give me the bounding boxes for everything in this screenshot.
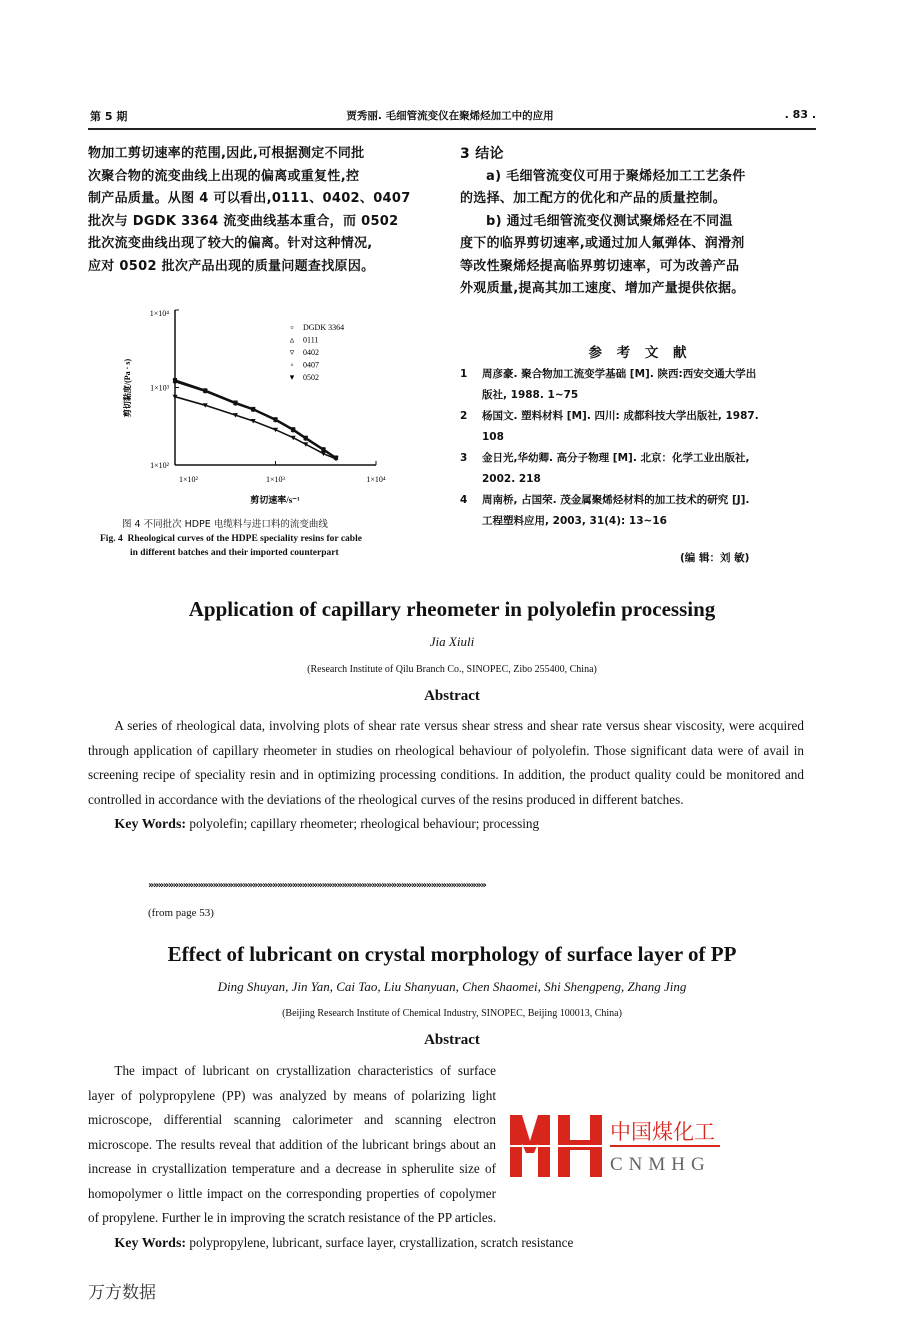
text-line: 外观质量,提高其加工速度、增加产量提供依据。 bbox=[460, 281, 745, 296]
data-point bbox=[274, 418, 278, 422]
data-point bbox=[251, 408, 255, 412]
y-tick-label: 1×10³ bbox=[150, 383, 169, 393]
series-line bbox=[175, 381, 336, 458]
legend-marker-icon: ▵ bbox=[289, 334, 295, 345]
reference-item-cont: 版社, 1988. 1~75 bbox=[482, 389, 579, 401]
abstract-text: The impact of lubricant on crystallization characteristics of surface layer of polypropylene (PP) was analyzed by means of polarizing light microscope, differential scanning calorimeter and scanning electron microscope. The results reveal that addition of the lubricant brings about an increase in crystallization temperature and a decrease in spherulite size of homopolymer o little impact on the corresponding properties of copolymer of propylene. Further le in improving the scratch resistance of the PP articles. bbox=[88, 1063, 497, 1225]
text-line: 批次与 DGDK 3364 流变曲线基本重合，而 0502 bbox=[88, 213, 399, 229]
reference-item-cont: 工程塑料应用, 2003, 31(4): 13~16 bbox=[482, 515, 667, 527]
figure-caption bbox=[100, 518, 450, 560]
x-tick-label: 1×10² bbox=[179, 475, 198, 484]
caption-en-cont: in different batches and their imported counterpart bbox=[130, 548, 339, 558]
legend-entry: 0407 bbox=[303, 360, 319, 370]
reference-item: 1 周彦豪. 聚合物加工流变学基础 [M]. 陕西:西安交通大学出 bbox=[460, 368, 757, 380]
series-0111 bbox=[173, 378, 339, 460]
text-line: 批次流变曲线出现了较大的偏离。针对这种情况, bbox=[88, 236, 373, 251]
text-line: 物加工剪切速率的范围,因此,可根据测定不同批 bbox=[88, 146, 365, 161]
rheology-chart bbox=[100, 300, 440, 515]
abstract-text: A series of rheological data, involving plots of shear rate versus shear stress and shear rate versus shear viscosity, were acquired through application of capillary rheometer in studies on rheological behaviour of polyolefin. Those significant data were of avail in screening recipe of speciality resin and in optimizing processing conditions. In addition, the product quality could be monitored and controlled in accordance with the deviations of the rheological curves of the resins produced in different batches. bbox=[88, 718, 804, 807]
article1-title: Application of capillary rheometer in polyolefin processing bbox=[188, 597, 716, 621]
text-line: 的选择、加工配方的优化和产品的质量控制。 bbox=[460, 191, 727, 206]
chart-curves bbox=[173, 378, 339, 461]
data-point bbox=[203, 389, 207, 393]
legend-marker-icon: ▫ bbox=[290, 322, 294, 332]
data-point bbox=[304, 437, 308, 441]
right-column-text bbox=[460, 143, 815, 301]
references-list bbox=[460, 364, 815, 532]
cnmhg-watermark-logo bbox=[504, 1113, 804, 1185]
reference-item: 4 周南桥, 占国荣. 茂金属聚烯烃材料的加工技术的研究 [J]. bbox=[460, 494, 750, 506]
text-line: 应对 0502 批次产品出现的质量问题查找原因。 bbox=[88, 258, 375, 274]
x-tick-label: 1×10³ bbox=[266, 475, 285, 484]
article2-title: Effect of lubricant on crystal morphology of surface layer of PP bbox=[167, 942, 737, 966]
running-title: 贾秀丽. 毛细管流变仪在聚烯烃加工中的应用 bbox=[346, 110, 554, 122]
series-line bbox=[175, 397, 336, 459]
data-point bbox=[321, 448, 325, 452]
reference-item-cont: 2002. 218 bbox=[482, 473, 541, 485]
logo-cn-text: 中国煤化工 bbox=[610, 1120, 715, 1144]
data-point bbox=[234, 402, 238, 406]
text-line: 等改性聚烯烃提高临界剪切速率，可为改善产品 bbox=[460, 258, 740, 274]
series-line bbox=[175, 380, 336, 458]
legend-marker-icon: ▿ bbox=[289, 347, 295, 357]
data-point bbox=[291, 428, 295, 432]
section-separator: »»»»»»»»»»»»»»»»»»»»»»»»»»»»»»»»»»»»»»»»»»»»»»»»»»»»»»»»»»»»»»»»»»»» bbox=[148, 880, 486, 891]
header-rule bbox=[88, 128, 816, 130]
text-line: b) 通过毛细管流变仪测试聚烯烃在不同温 bbox=[486, 213, 733, 229]
keywords: Key Words: polypropylene, lubricant, surface layer, crystallization, scratch resistance bbox=[114, 1234, 574, 1251]
article2-affiliation: (Beijing Research Institute of Chemical Industry, SINOPEC, Beijing 100013, China) bbox=[282, 1008, 622, 1019]
legend-entry: 0402 bbox=[303, 348, 319, 357]
logo-en-text: CNMHG bbox=[610, 1154, 711, 1175]
article2-abstract-heading: Abstract bbox=[424, 1032, 480, 1048]
series-dgdk-3364 bbox=[173, 378, 338, 460]
legend-entry: 0111 bbox=[303, 335, 319, 345]
article1-abstract bbox=[88, 714, 804, 838]
x-tick-label: 1×10⁴ bbox=[366, 475, 386, 484]
reference-item-cont: 108 bbox=[482, 431, 504, 443]
editor-note: (编 辑：刘 敏) bbox=[680, 552, 750, 564]
from-page-note: (from page 53) bbox=[148, 907, 214, 919]
left-column-text bbox=[88, 143, 438, 278]
y-tick-label: 1×10⁴ bbox=[149, 309, 169, 318]
wanfang-footer: 万方数据 bbox=[88, 1283, 156, 1303]
section-heading-conclusion: 3 结论 bbox=[460, 146, 504, 162]
reference-item: 3 金日光,华幼卿. 高分子物理 [M]. 北京：化学工业出版社, bbox=[460, 452, 750, 464]
reference-item: 2 杨国文. 塑料材料 [M]. 四川: 成都科技大学出版社, 1987. bbox=[460, 410, 759, 422]
x-axis-label: 剪切速率/s⁻¹ bbox=[250, 495, 300, 505]
references-heading: 参 考 文 献 bbox=[588, 345, 687, 361]
article2-authors: Ding Shuyan, Jin Yan, Cai Tao, Liu Shanyuan, Chen Shaomei, Shi Shengpeng, Zhang Jing bbox=[217, 979, 687, 994]
article1-abstract-heading: Abstract bbox=[424, 688, 480, 704]
caption-cn: 图 4 不同批次 HDPE 电缆料与进口料的流变曲线 bbox=[122, 519, 328, 530]
text-line: 次聚合物的流变曲线上出现的偏离或重复性,控 bbox=[88, 168, 360, 184]
data-point bbox=[173, 380, 177, 384]
series-0502 bbox=[173, 395, 339, 462]
legend-marker-icon: ◦ bbox=[290, 359, 294, 370]
issue-number: 第 5 期 bbox=[90, 110, 128, 123]
y-tick-label: 1×10² bbox=[150, 461, 169, 470]
text-line: 制产品质量。从图 4 可以看出,0111、0402、0407 bbox=[88, 191, 411, 206]
legend-entry: 0502 bbox=[303, 373, 319, 382]
text-line: 度下的临界剪切速率,或通过加人氟弹体、润滑剂 bbox=[460, 236, 745, 251]
legend-entry: DGDK 3364 bbox=[303, 323, 345, 332]
chart-legend bbox=[290, 322, 344, 382]
cnmhg-logo-icon bbox=[504, 1113, 804, 1183]
y-axis-label: 剪切黏度/(Pa · s) bbox=[123, 358, 132, 418]
page-number: . 83 . bbox=[784, 108, 816, 121]
article2-abstract bbox=[88, 1059, 804, 1256]
keywords: Key Words: polyolefin; capillary rheometer; rheological behaviour; processing bbox=[114, 816, 540, 832]
article1-author: Jia Xiuli bbox=[429, 634, 475, 649]
article1-affiliation: (Research Institute of Qilu Branch Co., SINOPEC, Zibo 255400, China) bbox=[307, 664, 597, 675]
caption-en: Fig. 4 Rheological curves of the HDPE speciality resins for cable bbox=[100, 534, 362, 544]
chart-axes bbox=[150, 309, 386, 484]
text-line: a) 毛细管流变仪可用于聚烯烃加工工艺条件 bbox=[486, 168, 746, 184]
legend-marker-icon: ▾ bbox=[289, 372, 295, 382]
